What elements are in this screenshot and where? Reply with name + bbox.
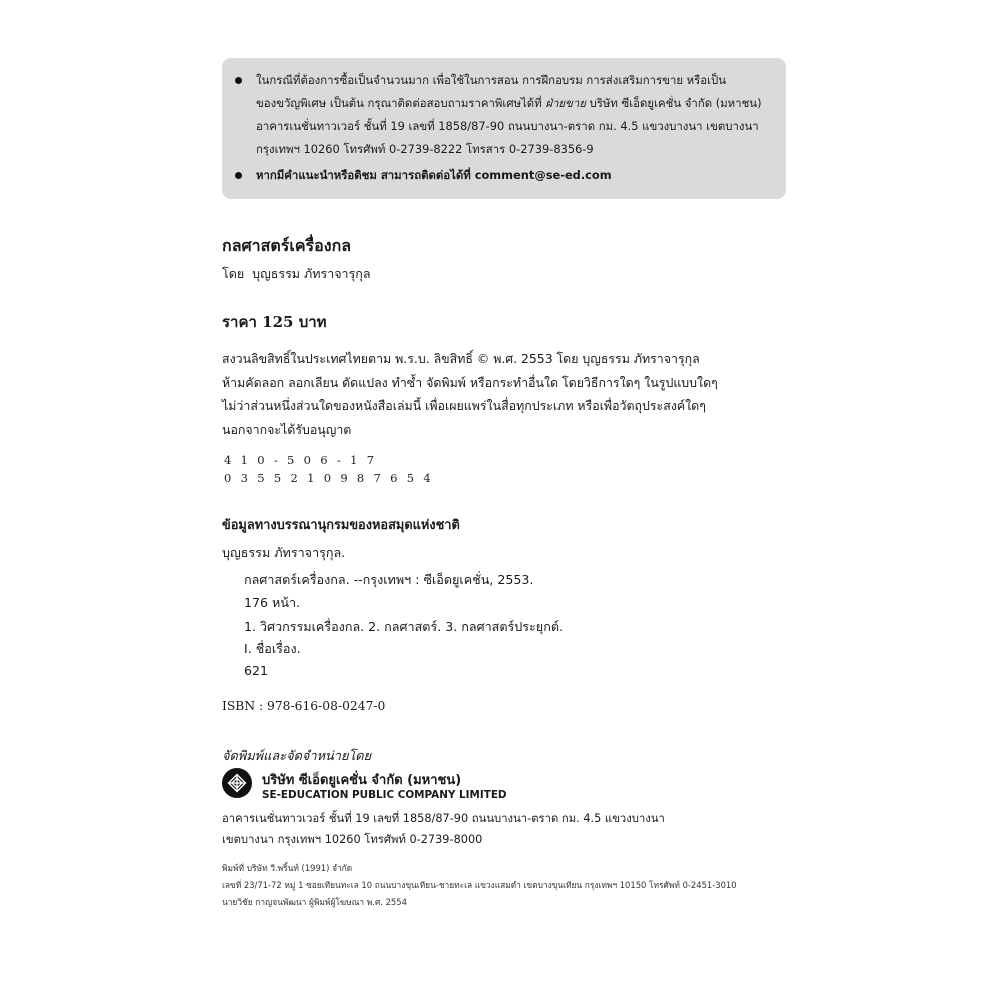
copyright-line: ไม่ว่าส่วนหนึ่งส่วนใดของหนังสือเล่มนี้ เพื่อเผยแพร่ในสื่อทุกประเภท หรือเพื่อวัตถุประสงค์ใดๆ [222, 398, 706, 413]
cip-title-entry: I. ชื่อเรื่อง. [244, 641, 301, 656]
printer-line: เลขที่ 23/71-72 หมู่ 1 ซอยเทียนทะเล 10 ถนนบางขุนเทียน-ชายทะเล แขวงแสมดำ เขตบางขุนเทียน กรุงเทพฯ 10150 โทรศัพท์ 0-2451-3010 [222, 880, 737, 890]
notice-item-feedback [232, 164, 776, 187]
print-codes [224, 451, 440, 487]
printer-info [222, 860, 737, 911]
copyright-line: นอกจากจะได้รับอนุญาต [222, 421, 352, 437]
cip-imprint: กลศาสตร์เครื่องกล. --กรุงเทพฯ : ซีเอ็ดยูเคชั่น, 2553. [244, 572, 534, 587]
address-line: อาคารเนชั่นทาวเวอร์ ชั้นที่ 19 เลขที่ 1858/87-90 ถนนบางนา-ตราด กม. 4.5 แขวงบางนา [222, 812, 665, 825]
cip-pages: 176 หน้า. [244, 595, 301, 610]
publisher-address [222, 808, 665, 850]
printer-line: พิมพ์ที่ บริษัท วี.พริ้นท์ (1991) จำกัด [222, 863, 353, 873]
cip-title: ข้อมูลทางบรรณานุกรมของหอสมุดแห่งชาติ [222, 518, 460, 533]
book-price: ราคา 125 บาท [222, 313, 327, 331]
isbn: ISBN : 978-616-08-0247-0 [222, 699, 386, 713]
printing-sequence: 0355210987654 [224, 471, 441, 485]
edition-code: 410-506-17 [224, 453, 384, 467]
se-ed-logo-icon [222, 768, 252, 798]
publisher-name-thai: บริษัท ซีเอ็ดยูเคชั่น จำกัด (มหาชน) [262, 773, 462, 788]
publisher-name-english: SE-EDUCATION PUBLIC COMPANY LIMITED [262, 789, 507, 801]
copyright-line: ห้ามคัดลอก ลอกเลียน ดัดแปลง ทำซ้ำ จัดพิมพ์ หรือกระทำอื่นใด โดยวิธีการใดๆ ในรูปแบบใดๆ [222, 374, 718, 390]
bullet-icon [235, 77, 242, 84]
bulk-order-notice-box [222, 58, 786, 199]
notice-line: หากมีคำแนะนำหรือติชม สามารถติดต่อได้ที่ comment@se-ed.com [256, 168, 612, 182]
book-title: กลศาสตร์เครื่องกล [222, 236, 352, 255]
notice-line: กรุงเทพฯ 10260 โทรศัพท์ 0-2739-8222 โทรสาร 0-2739-8356-9 [256, 142, 594, 156]
cip-author: บุญธรรม ภัทราจารุกุล. [222, 545, 346, 560]
copyright-notice [222, 347, 782, 441]
bullet-icon [235, 172, 242, 179]
notice-line: ของขวัญพิเศษ เป็นต้น กรุณาติดต่อสอบถามราคาพิเศษได้ที่ ฝ่ายขาย บริษัท ซีเอ็ดยูเคชั่น จำกัด (มหาชน) [256, 96, 762, 110]
notice-line: ในกรณีที่ต้องการซื้อเป็นจำนวนมาก เพื่อใช้ในการสอน การฝึกอบรม การส่งเสริมการขาย หรือเป็น [256, 73, 727, 87]
notice-item-bulk-order [232, 69, 776, 161]
cip-subjects: 1. วิศวกรรมเครื่องกล. 2. กลศาสตร์. 3. กลศาสตร์ประยุกต์. [244, 619, 563, 634]
by-label: โดย [222, 266, 245, 281]
copyright-line: สงวนลิขสิทธิ์ในประเทศไทยตาม พ.ร.บ. ลิขสิทธิ์ © พ.ศ. 2553 โดย บุญธรรม ภัทราจารุกุล [222, 351, 700, 366]
address-line: เขตบางนา กรุงเทพฯ 10260 โทรศัพท์ 0-2739-8000 [222, 833, 483, 846]
printer-line: นายวิชัย กาญจนพัฒนา ผู้พิมพ์ผู้โฆษณา พ.ศ. 2554 [222, 897, 407, 907]
author-name: บุญธรรม ภัทราจารุกุล [252, 266, 371, 281]
book-author [222, 264, 371, 284]
sales-department: ฝ่ายขาย [545, 96, 586, 110]
notice-line: อาคารเนชั่นทาวเวอร์ ชั้นที่ 19 เลขที่ 1858/87-90 ถนนบางนา-ตราด กม. 4.5 แขวงบางนา เขตบางนา [256, 119, 759, 133]
cip-class-number: 621 [244, 663, 269, 678]
publisher-label: จัดพิมพ์และจัดจำหน่ายโดย [222, 749, 372, 764]
